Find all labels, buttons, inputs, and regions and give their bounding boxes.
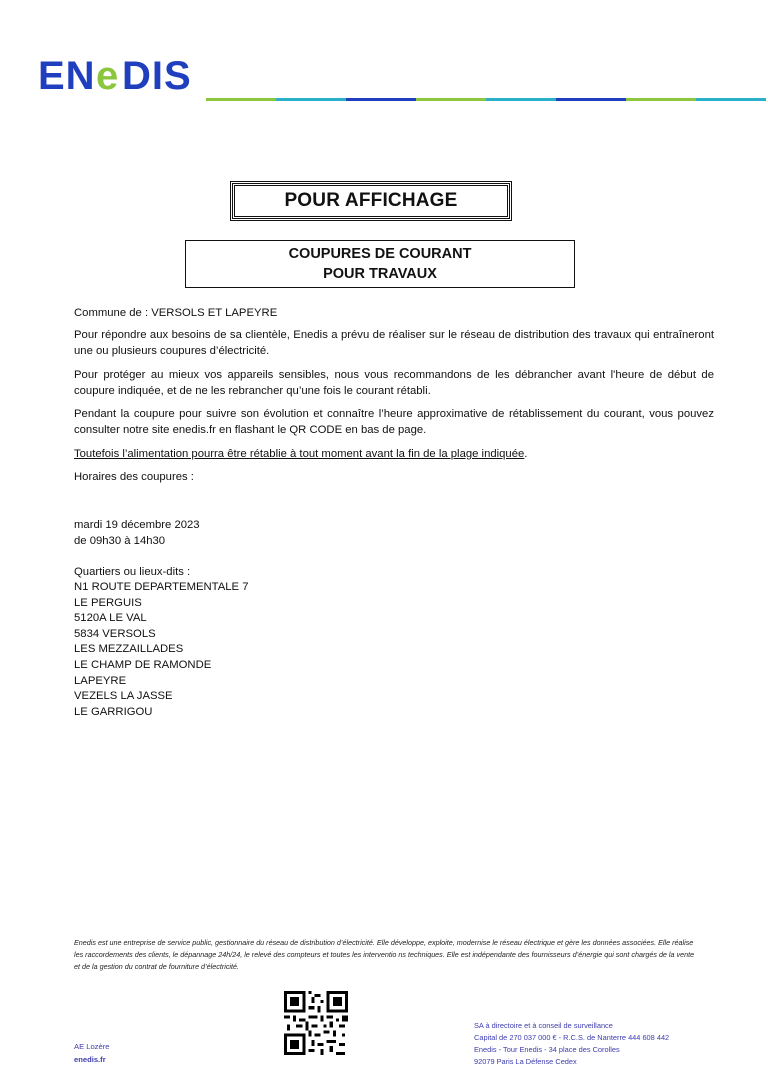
warning-underlined: Toutefois l’alimentation pourra être rétablie à tout moment avant la fin de la plage indiquée	[74, 448, 525, 460]
intro-paragraph: Pour répondre aux besoins de sa clientèle, Enedis a prévu de réaliser sur le réseau de distribution des travaux qui entraîneront une ou plusieurs coupures d’électricité.	[74, 329, 714, 357]
title-box	[232, 183, 510, 219]
list-item: 5834 VERSOLS	[74, 627, 156, 640]
page-title: POUR AFFICHAGE	[284, 190, 458, 211]
svg-text:EN: EN	[38, 55, 96, 95]
svg-text:DIS: DIS	[122, 55, 192, 95]
list-item: 5120A LE VAL	[74, 612, 147, 625]
subtitle-box	[185, 240, 575, 288]
list-item: LE PERGUIS	[74, 596, 142, 609]
protection-paragraph: Pour protéger au mieux vos appareils sensibles, nous vous recommandons de les débrancher avant l'heure de début de coupure indiquée, et de ne les rebrancher qu’une fois le courant rétabli.	[74, 369, 714, 397]
subtitle-line-2: POUR TRAVAUX	[323, 266, 437, 282]
list-item: LE CHAMP DE RAMONDE	[74, 658, 212, 671]
list-item: VEZELS LA JASSE	[74, 690, 173, 703]
outage-time: de 09h30 à 14h30	[74, 535, 166, 547]
warning-end: .	[524, 448, 528, 460]
footer-disclaimer: Enedis est une entreprise de service public, gestionnaire du réseau de distribution d’électricité. Elle développe, exploite, modernise le réseau électrique et gère les données associées. Elle réalise les raccordements des clients, le dépannage 24h/24, le relevé des compteurs et toutes les interventio ns techniques. Elle est indépendante des fournisseurs d’énergie qui sont chargés de la vente et de la gestion du contrat de fourniture d’électricité.	[74, 938, 695, 971]
locations-list	[74, 580, 249, 720]
tracking-paragraph: Pendant la coupure pour suivre son évolution et connaître l’heure approximative de rétablissement du courant, vous pouvez consulter notre site enedis.fr en flashant le QR CODE en bas de page.	[74, 408, 714, 436]
list-item: LE GARRIGOU	[74, 705, 153, 718]
legal-line: SA à directoire et à conseil de surveillance	[474, 1021, 613, 1030]
subtitle-line-1: COUPURES DE COURANT	[288, 246, 472, 262]
warning-text	[74, 446, 527, 462]
enedis-logo	[38, 55, 203, 95]
commune-label: Commune de : VERSOLS ET LAPEYRE	[74, 307, 278, 319]
outage-date: mardi 19 décembre 2023	[74, 519, 200, 531]
svg-text:e: e	[96, 55, 119, 95]
list-item: LES MEZZAILLADES	[74, 643, 184, 656]
locations-label: Quartiers ou lieux-dits :	[74, 566, 191, 578]
legal-line: Capital de 270 037 000 € - R.C.S. de Nanterre 444 608 442	[474, 1033, 670, 1042]
footer-site-link[interactable]: enedis.fr	[74, 1055, 106, 1064]
legal-line: 92079 Paris La Défense Cedex	[474, 1057, 577, 1066]
qr-code-icon[interactable]	[284, 991, 348, 1055]
footer-legal	[474, 1020, 669, 1068]
legal-line: Enedis - Tour Enedis - 34 place des Corolles	[474, 1045, 620, 1054]
footer-region: AE Lozère	[74, 1042, 110, 1051]
list-item: LAPEYRE	[74, 674, 127, 687]
schedule-label: Horaires des coupures :	[74, 471, 194, 483]
header-divider	[206, 88, 766, 91]
list-item: N1 ROUTE DEPARTEMENTALE 7	[74, 581, 249, 593]
